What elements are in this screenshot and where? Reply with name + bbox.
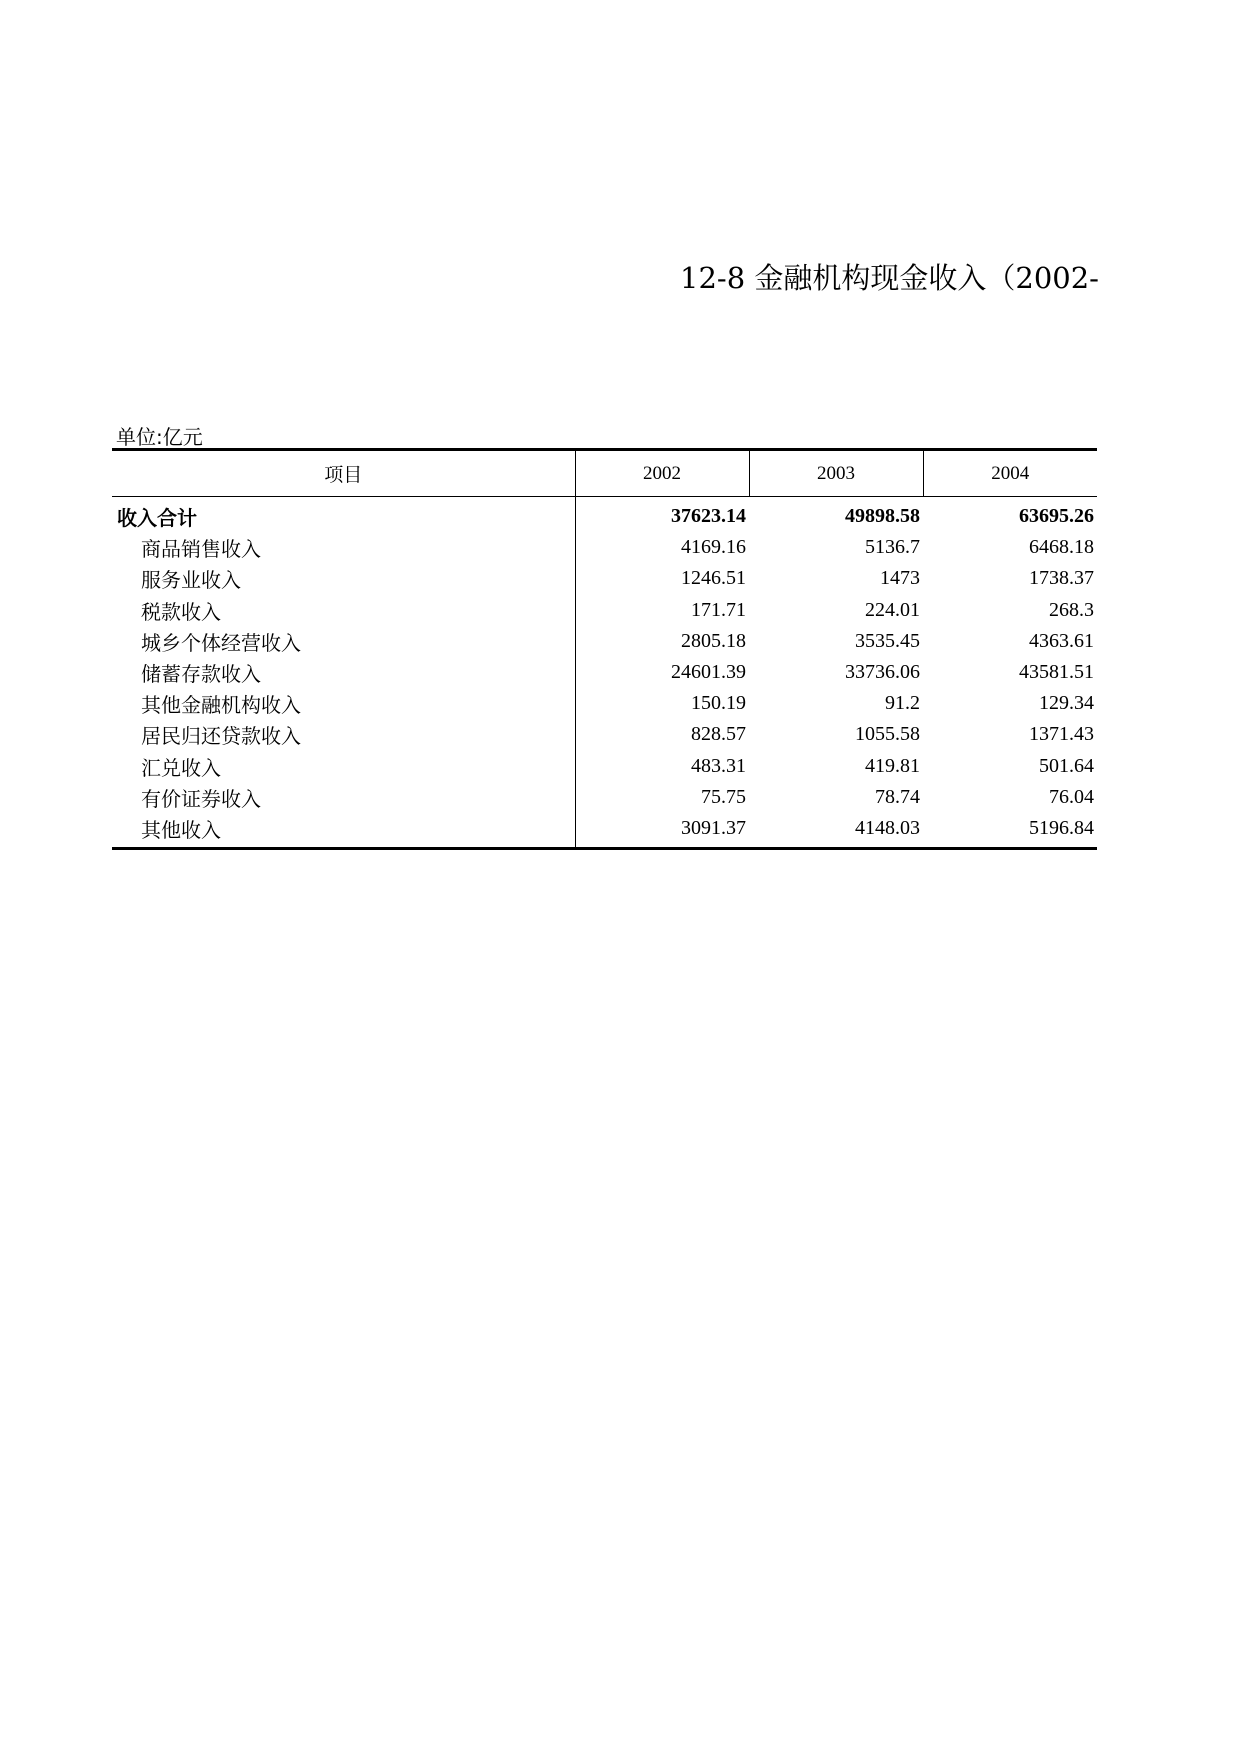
table-row [112, 563, 1097, 594]
cell-2004: 6468.18 [1029, 536, 1094, 559]
row-label: 其他金融机构收入 [141, 693, 301, 718]
table-header [112, 450, 1097, 497]
row-label: 城乡个体经营收入 [141, 630, 301, 655]
cell-2002: 37623.14 [575, 497, 749, 533]
cell-2004: 1371.43 [1029, 723, 1094, 746]
cell-2002: 2805.18 [575, 626, 749, 657]
column-header-2002: 2002 [575, 450, 749, 497]
cell-2004: 501.64 [1039, 754, 1094, 777]
table-row [112, 532, 1097, 563]
row-label: 服务业收入 [141, 568, 241, 593]
column-header-item: 项目 [112, 450, 575, 497]
cell-2003: 1473 [880, 567, 920, 590]
table-row [112, 813, 1097, 849]
cell-2002: 483.31 [575, 751, 749, 782]
row-label: 有价证券收入 [141, 786, 261, 811]
cell-2003: 49898.58 [845, 505, 920, 528]
cell-2003: 4148.03 [855, 816, 920, 839]
row-label: 收入合计 [117, 506, 197, 531]
cell-2002: 171.71 [575, 595, 749, 626]
column-header-2003: 2003 [749, 450, 923, 497]
cell-2003: 224.01 [865, 598, 920, 621]
cell-2002: 1246.51 [575, 563, 749, 594]
column-header-2004: 2004 [923, 450, 1097, 497]
table-row [112, 657, 1097, 688]
cell-2002: 75.75 [575, 782, 749, 813]
cell-2004: 268.3 [1049, 598, 1094, 621]
row-label: 汇兑收入 [141, 755, 221, 780]
cell-2004: 5196.84 [1029, 816, 1094, 839]
table-row [112, 688, 1097, 719]
cell-2003: 1055.58 [855, 723, 920, 746]
cell-2003: 419.81 [865, 754, 920, 777]
cell-2004: 43581.51 [1019, 661, 1094, 684]
cell-2004: 76.04 [1049, 785, 1094, 808]
cell-2002: 3091.37 [575, 813, 749, 849]
cell-2003: 91.2 [885, 692, 920, 715]
row-label: 储蓄存款收入 [141, 662, 261, 687]
cell-2002: 24601.39 [575, 657, 749, 688]
row-label: 税款收入 [141, 599, 221, 624]
table-row [112, 626, 1097, 657]
cell-2002: 828.57 [575, 719, 749, 750]
cell-2002: 150.19 [575, 688, 749, 719]
table-row [112, 719, 1097, 750]
page-title: 12-8 金融机构现金收入（2002- [680, 261, 1099, 295]
cell-2004: 1738.37 [1029, 567, 1094, 590]
cell-2004: 129.34 [1039, 692, 1094, 715]
table-row [112, 595, 1097, 626]
row-label: 商品销售收入 [141, 537, 261, 562]
cell-2003: 5136.7 [865, 536, 920, 559]
table-body [112, 497, 1097, 849]
cell-2003: 33736.06 [845, 661, 920, 684]
cell-2003: 78.74 [875, 785, 920, 808]
table-row [112, 782, 1097, 813]
header-row [112, 450, 1097, 497]
table-row [112, 751, 1097, 782]
cell-2004: 4363.61 [1029, 629, 1094, 652]
unit-label: 单位:亿元 [116, 425, 203, 449]
cell-2003: 3535.45 [855, 629, 920, 652]
cell-2002: 4169.16 [575, 532, 749, 563]
data-table [112, 448, 1097, 850]
table-row-total [112, 497, 1097, 533]
cell-2004: 63695.26 [1019, 505, 1094, 528]
row-label: 居民归还贷款收入 [141, 724, 301, 749]
row-label: 其他收入 [141, 817, 221, 842]
